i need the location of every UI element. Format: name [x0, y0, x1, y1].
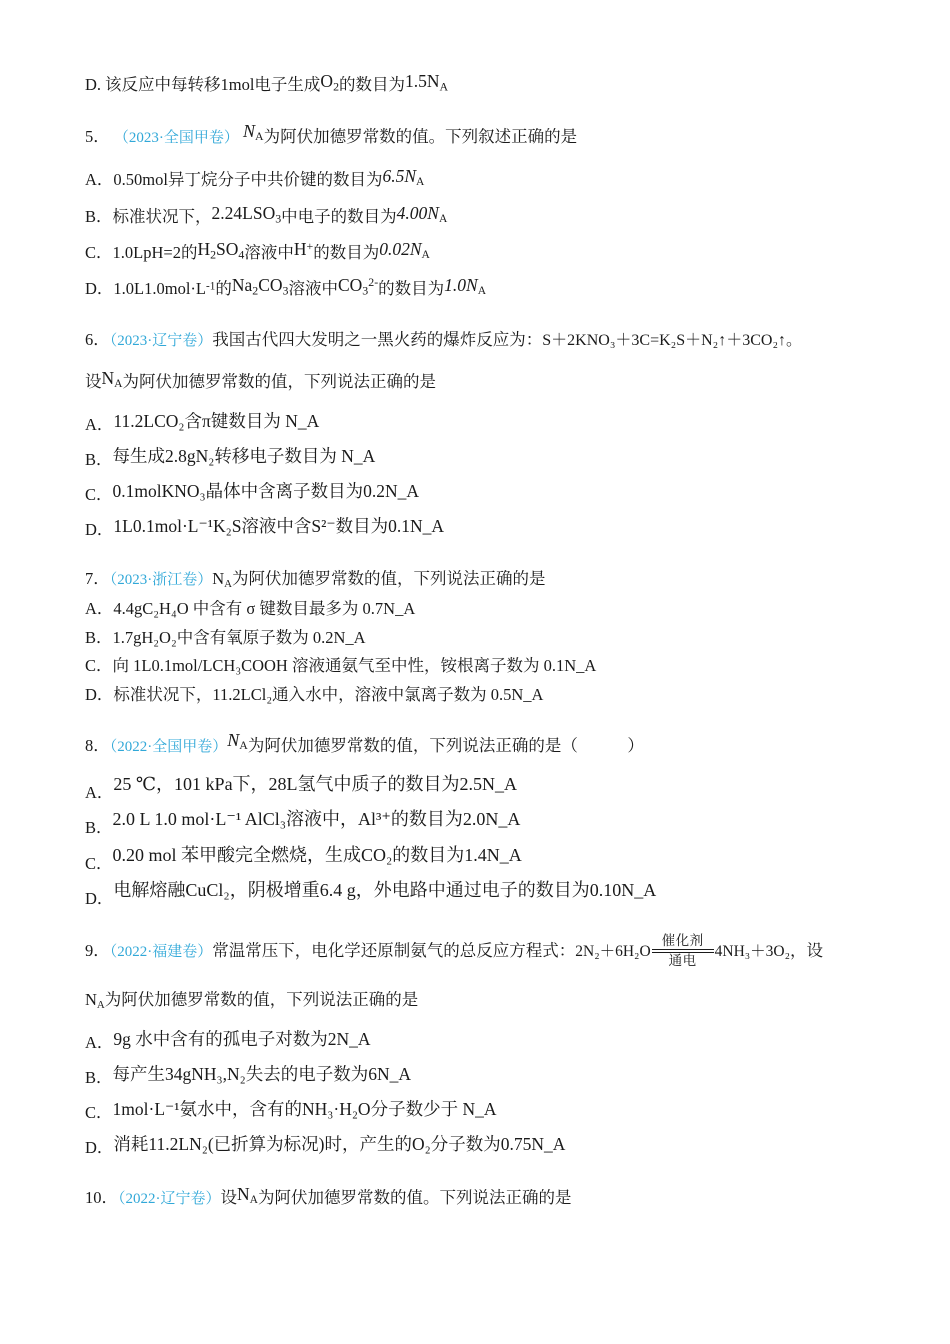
- option-label: A．: [85, 599, 114, 619]
- option-value: 6.5NA: [382, 166, 425, 189]
- question-5-stem: [85, 121, 900, 149]
- option-text: 11.2LCO₂含π键数目为 N_A: [113, 411, 320, 432]
- q6-option-b: [85, 446, 900, 471]
- option-text: 1mol·L⁻¹氨水中，含有的NH₃·H₂O分子数少于 N_A: [112, 1098, 497, 1119]
- option-conc: 1.0L1.0mol: [113, 279, 191, 299]
- symbol-na: NA: [101, 367, 123, 390]
- option-text: 标准状况下，11.2LCl₂通入水中，溶液中氯离子数为 0.5N_A: [113, 685, 544, 705]
- question-7-stem: [85, 569, 900, 591]
- question-source: （2023·浙江卷）: [109, 571, 213, 588]
- option-label: B．: [85, 627, 113, 647]
- symbol-na: NA: [227, 729, 248, 752]
- condition-electricity: 通电: [668, 953, 697, 969]
- q5-option-a: [85, 166, 900, 192]
- symbol-na: NA: [237, 1183, 258, 1206]
- document-content: [85, 71, 900, 1210]
- option-ph: =2: [163, 242, 181, 262]
- option-text: 0.1molKNO₃晶体中含离子数目为0.2N_A: [112, 480, 420, 501]
- q8-option-d: [85, 880, 900, 909]
- q4-option-d: [85, 71, 900, 97]
- option-text: 异丁烷分子中共价键的数目为: [167, 170, 383, 190]
- stem-text: 为阿伏加德罗常数的值。下列说法正确的是: [257, 1187, 572, 1207]
- question-source: （2022·福建卷）: [109, 944, 213, 961]
- question-number: 8．: [85, 735, 110, 755]
- option-label: B．: [85, 1067, 113, 1087]
- stem-text: 为阿伏加德罗常数的值。下列叙述正确的是: [263, 127, 578, 147]
- question-9-stem: [85, 935, 900, 970]
- formula-na2co3: $Na_2CO_3$: [231, 275, 289, 298]
- unit-permol: $\cdot L^{-1}$: [190, 279, 216, 299]
- option-label: D．: [85, 685, 114, 705]
- equation-reactants: 2N₂＋6H₂O: [575, 942, 651, 960]
- option-text: 25 ℃，101 kPa下，28L氢气中质子的数目为2.5N_A: [113, 773, 518, 794]
- question-6-stem-line2: 设NA为阿伏加德罗常数的值，下列说法正确的是: [85, 367, 436, 391]
- symbol-na: NA: [85, 989, 105, 1011]
- option-value: 4.00NA: [396, 202, 448, 225]
- ion-carbonate: $CO_3^{2-}$: [337, 275, 379, 298]
- value: $1.5N_A$: [405, 71, 449, 94]
- question-number: 7．: [85, 568, 110, 588]
- option-text-2: 中电子的数目为: [281, 206, 397, 226]
- question-8-stem: [85, 729, 900, 758]
- option-text: 9g 水中含有的孤电子对数为2N_A: [113, 1029, 371, 1050]
- option-label: D．: [85, 519, 114, 539]
- option-value: 0.02NA: [379, 238, 430, 261]
- symbol-na: NA: [212, 568, 233, 590]
- question-6-stem: [85, 330, 900, 351]
- q6-option-c: [85, 480, 900, 506]
- q5-option-b: [85, 202, 900, 229]
- option-label: D．: [85, 889, 114, 909]
- q9-option-d: [85, 1133, 900, 1159]
- stem-text: 为阿伏加德罗常数的值，下列说法正确的是: [122, 371, 436, 391]
- option-volume: 1.0LpH: [112, 242, 164, 262]
- question-source: （2023·辽宁卷）: [109, 332, 213, 349]
- question-source: （2022·辽宁卷）: [118, 1190, 221, 1207]
- option-text: 每产生34gNH₃,N₂失去的电子数为6N_A: [112, 1063, 412, 1084]
- q9-option-c: [85, 1098, 900, 1124]
- option-text: 每生成2.8gN₂转移电子数目为 N_A: [112, 446, 376, 467]
- question-number: 9．: [85, 941, 110, 961]
- option-amount: 0.50mol: [113, 170, 168, 190]
- option-label: C．: [85, 1102, 113, 1122]
- stem-tail: ，设: [790, 941, 824, 961]
- option-label: D．: [85, 1137, 114, 1157]
- q9-option-a: [85, 1029, 900, 1054]
- option-text: 电解熔融CuCl₂，阴极增重6.4 g，外电路中通过电子的数目为0.10N_A: [113, 880, 657, 901]
- option-label: C．: [85, 242, 113, 262]
- option-label: B．: [85, 818, 113, 838]
- q6-option-a: [85, 411, 900, 436]
- ion-h-plus: H+: [293, 238, 314, 259]
- option-text: 向 1L0.1mol/LCH₃COOH 溶液通氨气至中性，铵根离子数为 0.1N_A: [112, 656, 597, 676]
- q7-option-d: [85, 685, 900, 706]
- amount: 1mol: [220, 75, 255, 94]
- q5-option-c: C．1.0LpH=2的$H_2SO_4$溶液中H+的数目为0.02NA: [85, 238, 430, 262]
- option-text: 1L0.1mol·L⁻¹K₂S溶液中含S²⁻数目为0.1N_A: [113, 515, 445, 536]
- option-label: B．: [85, 450, 113, 470]
- option-text: 消耗11.2LN₂(已折算为标况)时，产生的O₂分子数为0.75N_A: [113, 1133, 566, 1154]
- option-text: 4.4gC₂H₄O 中含有 σ 键数目最多为 0.7N_A: [113, 599, 416, 619]
- option-label: B．: [85, 206, 113, 226]
- option-text: 0.20 mol 苯甲酸完全燃烧，生成CO₂的数目为1.4N_A: [112, 844, 522, 865]
- q6-option-d: [85, 515, 900, 541]
- formula-h2so4: $H_2SO_4$: [197, 238, 245, 262]
- option-label: A．: [85, 415, 114, 435]
- reaction-equation: S＋2KNO₃＋3C=K₂S＋N₂↑＋3CO₂↑。: [542, 331, 803, 349]
- option-text: 标准状况下，: [112, 206, 212, 226]
- q9-option-b: [85, 1063, 900, 1089]
- option-label: D．: [85, 279, 114, 299]
- option-label: C．: [85, 484, 113, 504]
- question-10-stem: 10．（2022·辽宁卷）设NA为阿伏加德罗常数的值。下列说法正确的是: [85, 1183, 572, 1207]
- option-label: D.: [85, 75, 102, 94]
- symbol-na: NA: [243, 121, 264, 144]
- equation-condition-arrow: [652, 934, 714, 969]
- q7-option-c: [85, 656, 900, 677]
- option-text: 该反应中每转移1mol电子生成$O_2$的数目为$1.5N_A$: [105, 71, 449, 94]
- option-value: 1.0NA: [444, 275, 487, 298]
- q8-option-a: [85, 773, 900, 802]
- q7-option-b: [85, 628, 900, 649]
- reaction-equation: [575, 935, 790, 970]
- option-label: A．: [85, 170, 114, 190]
- stem-text: 为阿伏加德罗常数的值，下列说法正确的是: [232, 568, 546, 588]
- formula-o2: $O_2$: [320, 71, 340, 94]
- q8-option-c: [85, 844, 900, 873]
- question-number: 6．: [85, 329, 110, 349]
- stem-text: 为阿伏加德罗常数的值，下列说法正确的是（ ）: [247, 735, 644, 755]
- question-9-stem-line2: [85, 990, 900, 1012]
- option-text: 1.7gH₂O₂中含有氧原子数为 0.2N_A: [112, 627, 366, 647]
- question-source: （2022·全国甲卷）: [109, 738, 228, 755]
- option-text: 2.0 L 1.0 mol·L⁻¹ AlCl₃溶液中，Al³⁺的数目为2.0N_A: [112, 809, 521, 830]
- option-label: C．: [85, 656, 113, 676]
- question-number: 5．: [85, 127, 110, 147]
- question-source: （2023·全国甲卷）: [113, 130, 239, 147]
- equation-products: 4NH₃＋3O₂: [714, 942, 791, 960]
- q8-option-b: [85, 809, 900, 838]
- stem-text: 常温常压下，电化学还原制氨气的总反应方程式：: [212, 941, 576, 961]
- stem-text: 为阿伏加德罗常数的值，下列说法正确的是: [104, 989, 419, 1009]
- option-formula: $2.24LSO_3$: [211, 202, 282, 225]
- q7-option-a: [85, 599, 900, 620]
- option-label: A．: [85, 782, 114, 802]
- stem-text: 我国古代四大发明之一黑火药的爆炸反应为：: [212, 329, 543, 349]
- question-number: 10．: [85, 1187, 118, 1207]
- q5-option-d: D．$1.0L1.0mol\cdot L^{-1}$的$Na_2CO_3$溶液中$CO_3^{2-}$的数目为1.0NA: [85, 275, 487, 299]
- option-label: C．: [85, 853, 113, 873]
- option-label: A．: [85, 1033, 114, 1053]
- condition-catalyst: 催化剂: [661, 933, 704, 949]
